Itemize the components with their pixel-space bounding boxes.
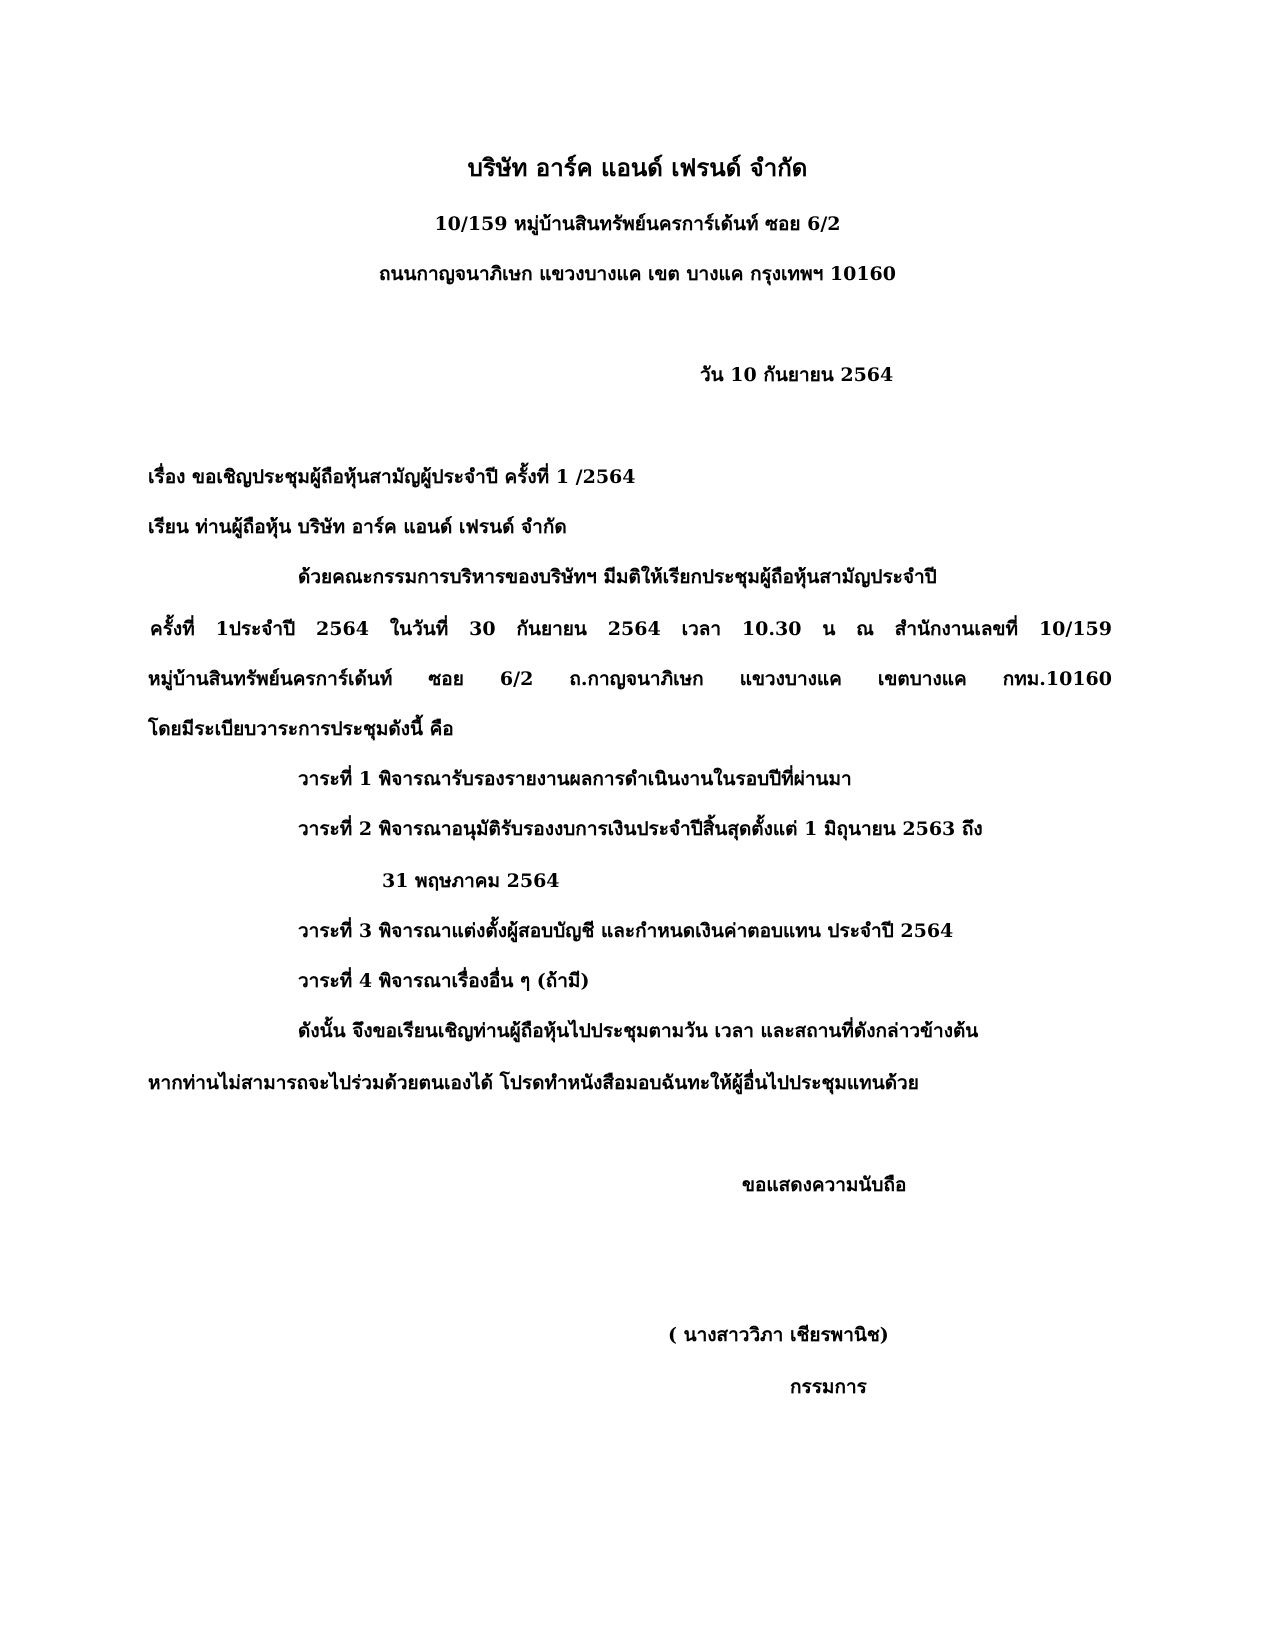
paragraph-1-line-2: ครั้งที่ 1ประจำปี 2564 ในวันที่ 30 กันยายน 2564 เวลา 10.30 น ณ สำนักงานเลขที่ 10/159 — [150, 618, 1112, 640]
paragraph-2-line-2: หากท่านไม่สามารถจะไปร่วมด้วยตนเองได้ โปรดทำหนังสือมอบฉันทะให้ผู้อื่นไปประชุมแทนด้วย — [148, 1072, 919, 1094]
address-line-2: ถนนกาญจนาภิเษก แขวงบางแค เขต บางแค กรุงเทพฯ 10160 — [379, 263, 896, 285]
agenda-item-1: วาระที่ 1 พิจารณารับรองรายงานผลการดำเนินงานในรอบปีที่ผ่านมา — [298, 768, 852, 790]
signatory-name: ( นางสาววิภา เชียรพานิช) — [668, 1324, 889, 1346]
agenda-item-3: วาระที่ 3 พิจารณาแต่งตั้งผู้สอบบัญชี และกำหนดเงินค่าตอบแทน ประจำปี 2564 — [298, 920, 954, 942]
recipient-line: เรียน ท่านผู้ถือหุ้น บริษัท อาร์ค แอนด์ เฟรนด์ จำกัด — [148, 516, 567, 538]
agenda-item-2: วาระที่ 2 พิจารณาอนุมัติรับรองงบการเงินประจำปีสิ้นสุดตั้งแต่ 1 มิถุนายน 2563 ถึง — [298, 818, 983, 840]
subject-line: เรื่อง ขอเชิญประชุมผู้ถือหุ้นสามัญผู้ประจำปี ครั้งที่ 1 /2564 — [148, 466, 636, 488]
paragraph-1-line-3: หมู่บ้านสินทรัพย์นครการ์เด้นท์ ซอย 6/2 ถ.กาญจนาภิเษก แขวงบางแค เขตบางแค กทม.10160 — [148, 668, 1112, 690]
agenda-item-4: วาระที่ 4 พิจารณาเรื่องอื่น ๆ (ถ้ามี) — [298, 970, 590, 992]
letter-date: วัน 10 กันยายน 2564 — [700, 364, 894, 386]
paragraph-2-line-1: ดังนั้น จึงขอเรียนเชิญท่านผู้ถือหุ้นไปประชุมตามวัน เวลา และสถานที่ดังกล่าวข้างต้น — [298, 1020, 979, 1042]
paragraph-1-line-4: โดยมีระเบียบวาระการประชุมดังนี้ คือ — [148, 718, 454, 740]
closing-salutation: ขอแสดงความนับถือ — [742, 1174, 907, 1196]
paragraph-1-line-1: ด้วยคณะกรรมการบริหารของบริษัทฯ มีมติให้เรียกประชุมผู้ถือหุ้นสามัญประจำปี — [298, 566, 937, 588]
address-line-1: 10/159 หมู่บ้านสินทรัพย์นครการ์เด้นท์ ซอย 6/2 — [434, 213, 841, 235]
company-name: บริษัท อาร์ค แอนด์ เฟรนด์ จำกัด — [467, 153, 808, 182]
agenda-item-2-continued: 31 พฤษภาคม 2564 — [382, 870, 560, 892]
signatory-title: กรรมการ — [790, 1376, 867, 1398]
